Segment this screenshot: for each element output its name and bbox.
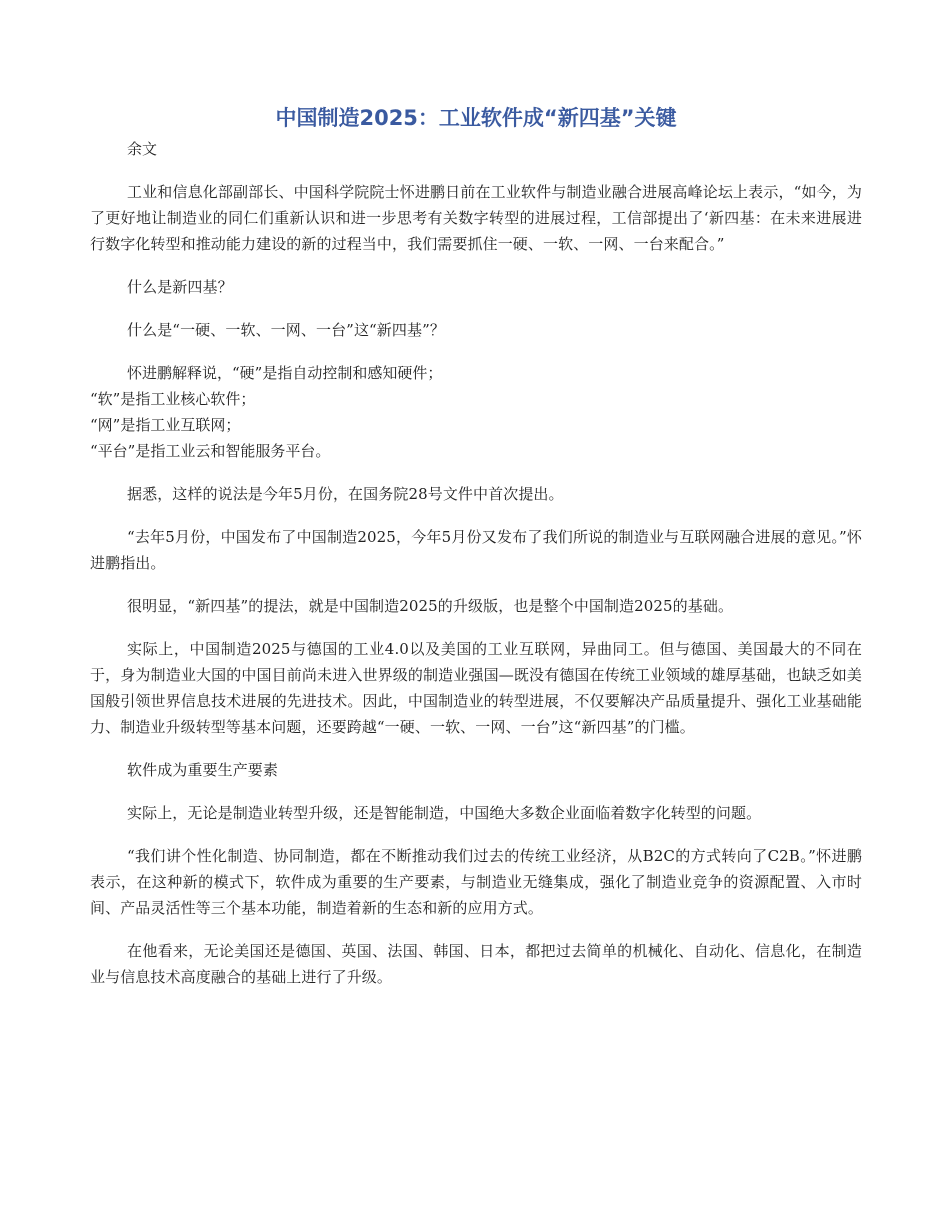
document-page [90, 100, 862, 990]
list-item: “网”是指工业互联网； [90, 416, 241, 434]
paragraph: 工业和信息化部副部长、中国科学院院士怀进鹏日前在工业软件与制造业融合进展高峰论坛上表示，“如今，为了更好地让制造业的同仁们重新认识和进一步思考有关数字转型的进展过程，工信部提出了‘新四基：在未来进展进行数字化转型和推动能力建设的新的过程当中，我们需要抓住一硬、一软、一网、一台来配合。” [90, 183, 862, 253]
paragraph: 在他看来，无论美国还是德国、英国、法国、韩国、日本，都把过去简单的机械化、自动化、信息化，在制造业与信息技术高度融合的基础上进行了升级。 [90, 942, 862, 986]
paragraph: 实际上，中国制造2025与德国的工业4.0以及美国的工业互联网，异曲同工。但与德国、美国最大的不同在于，身为制造业大国的中国目前尚未进入世界级的制造业强国—既没有德国在传统工业领域的雄厚基础，也缺乏如美国般引领世界信息技术进展的先进技术。因此，中国制造业的转型进展，不仅要解决产品质量提升、强化工业基础能力、制造业升级转型等基本问题，还要跨越“一硬、一软、一网、一台”这“新四基”的门槛。 [90, 640, 862, 736]
paragraph: 据悉，这样的说法是今年5月份，在国务院28号文件中首次提出。 [127, 485, 564, 503]
list-item: “平台”是指工业云和智能服务平台。 [90, 442, 331, 460]
list-intro: 怀进鹏解释说，“硬”是指自动控制和感知硬件； [127, 364, 443, 382]
list-item: “软”是指工业核心软件； [90, 390, 256, 408]
section-question: 什么是“一硬、一软、一网、一台”这“新四基”？ [127, 321, 445, 339]
paragraph: “我们讲个性化制造、协同制造，都在不断推动我们过去的传统工业经济，从B2C的方式转向了C2B。”怀进鹏表示，在这种新的模式下，软件成为重要的生产要素，与制造业无缝集成，强化了制造业竞争的资源配置、入市时间、产品灵活性等三个基本功能，制造着新的生态和新的应用方式。 [90, 847, 862, 917]
paragraph: “去年5月份，中国发布了中国制造2025，今年5月份又发布了我们所说的制造业与互联网融合进展的意见。”怀进鹏指出。 [90, 528, 862, 572]
paragraph: 很明显，“新四基”的提法，就是中国制造2025的升级版，也是整个中国制造2025的基础。 [127, 597, 734, 615]
section-question: 什么是新四基？ [127, 278, 233, 296]
section-heading: 软件成为重要生产要素 [127, 761, 279, 779]
paragraph: 实际上，无论是制造业转型升级，还是智能制造，中国绝大多数企业面临着数字化转型的问题。 [127, 804, 762, 822]
article-title: 中国制造2025：工业软件成“新四基”关键 [275, 106, 677, 130]
article-author: 余文 [127, 140, 158, 158]
